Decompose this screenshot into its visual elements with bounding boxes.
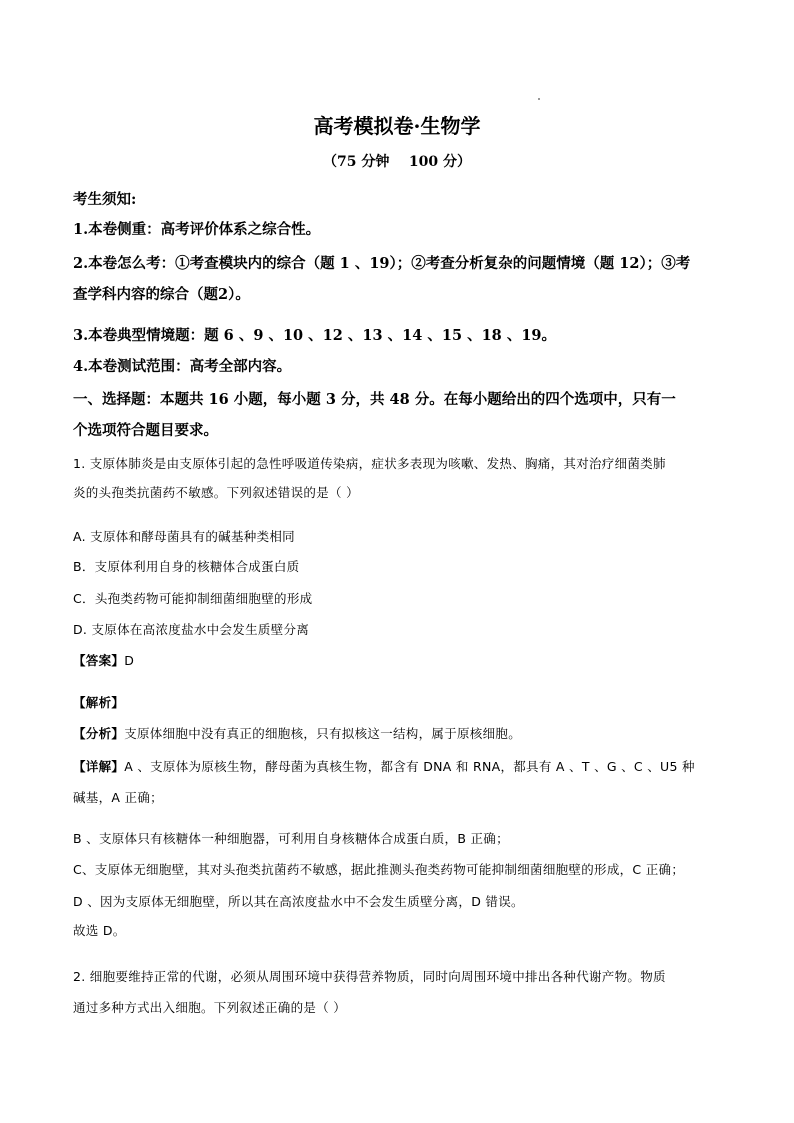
page-title: 高考模拟卷·生物学 (313, 114, 481, 138)
section-heading-line-2: 个选项符合题目要求。 (73, 422, 218, 439)
page-subtitle: （75 分钟 100 分） (323, 154, 471, 170)
q1-answer (73, 651, 134, 669)
xiangjie-tag: 【详解】 (73, 759, 125, 774)
notice-item-3: 3.本卷典型情境题：题 6 、9 、10 、12 、13 、14 、15 、18 、19。 (73, 327, 556, 344)
analysis-detail-d: D 、因为支原体无细胞壁，所以其在高浓度盐水中不会发生质壁分离，D 错误。 (73, 894, 524, 909)
q1-stem-line-1: 1. 支原体肺炎是由支原体引起的急性呼吸道传染病，症状多表现为咳嗽、发热、胸痛，其对治疗细菌类肺 (73, 456, 666, 471)
stray-dot (538, 98, 540, 100)
section-heading-line-1: 一、选择题：本题共 16 小题，每小题 3 分，共 48 分。在每小题给出的四个选项中，只有一 (73, 391, 676, 408)
notice-item-2-line-2: 查学科内容的综合（题2）。 (73, 286, 250, 303)
fenxi-text: 支原体细胞中没有真正的细胞核，只有拟核这一结构，属于原核细胞。 (124, 726, 522, 741)
q1-option-d: D. 支原体在高浓度盐水中会发生质壁分离 (73, 622, 310, 637)
analysis-fenxi (73, 724, 521, 742)
q1-option-b: B．支原体利用自身的核糖体合成蛋白质 (73, 559, 300, 574)
q1-option-c: C．头孢类药物可能抑制细菌细胞壁的形成 (73, 591, 313, 606)
q1-stem-line-2: 炎的头孢类抗菌药不敏感。下列叙述错误的是（ ） (73, 485, 359, 500)
analysis-detail-c: C、支原体无细胞壁，其对头孢类抗菌药不敏感，据此推测头孢类药物可能抑制细菌细胞壁的形成，C 正确； (73, 862, 685, 877)
answer-value: D (124, 653, 135, 668)
q2-stem-line-1: 2. 细胞要维持正常的代谢，必须从周围环境中获得营养物质，同时向周围环境中排出各种代谢产物。物质 (73, 969, 666, 984)
q1-conclusion: 故选 D。 (73, 923, 126, 938)
notice-item-1: 1.本卷侧重：高考评价体系之综合性。 (73, 221, 321, 238)
notice-item-2-line-1: 2.本卷怎么考：①考查模块内的综合（题 1 、19）；②考查分析复杂的问题情境（题 12）；③考 (73, 255, 691, 272)
analysis-detail-line-1 (73, 757, 695, 775)
notice-item-4: 4.本卷测试范围：高考全部内容。 (73, 358, 292, 375)
analysis-heading: 【解析】 (73, 695, 125, 710)
analysis-detail-line-2: 碱基，A 正确； (73, 790, 163, 805)
q2-stem-line-2: 通过多种方式出入细胞。下列叙述正确的是（ ） (73, 1000, 347, 1015)
xiangjie-text: A 、支原体为原核生物，酵母菌为真核生物，都含有 DNA 和 RNA，都具有 A 、T 、G 、C 、U5 种 (124, 759, 695, 774)
answer-tag: 【答案】 (73, 653, 125, 668)
analysis-detail-b: B 、支原体只有核糖体一种细胞器，可利用自身核糖体合成蛋白质，B 正确； (73, 831, 509, 846)
q1-option-a: A. 支原体和酵母菌具有的碱基种类相同 (73, 529, 295, 544)
notice-heading: 考生须知: (73, 191, 137, 208)
fenxi-tag: 【分析】 (73, 726, 125, 741)
